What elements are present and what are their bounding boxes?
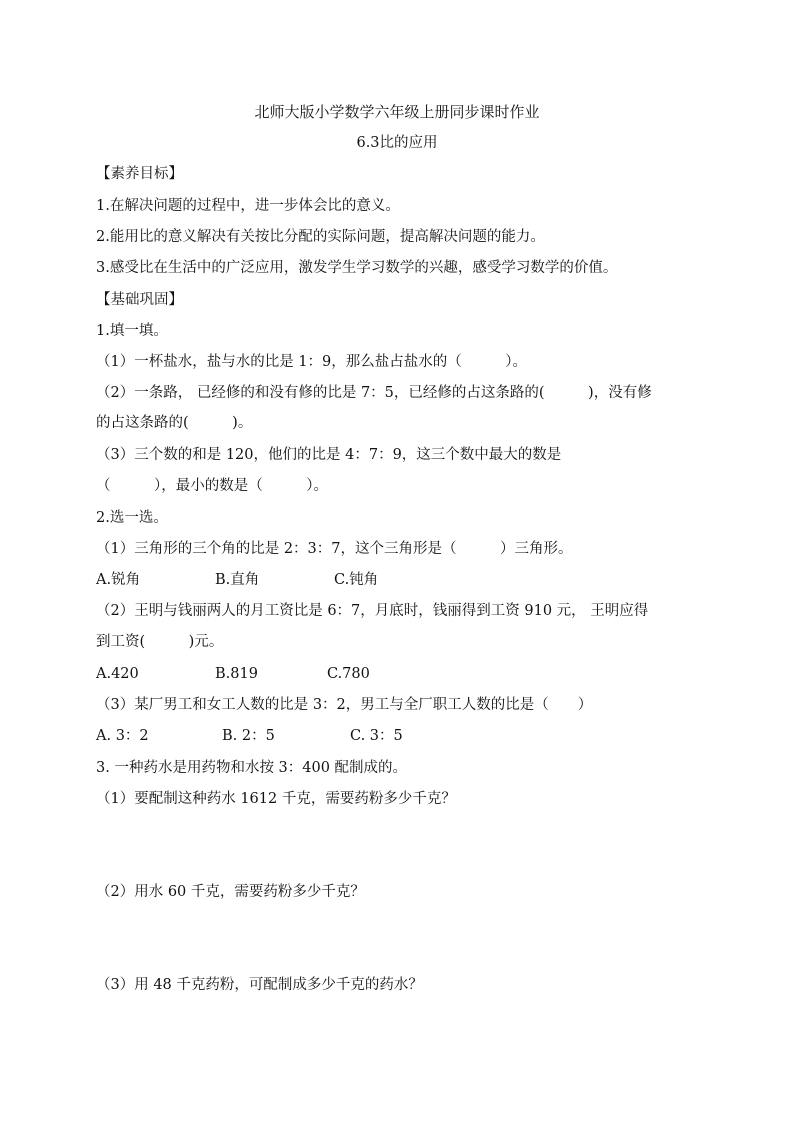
question-2-part-3-option-a: A. 3：2 <box>96 728 149 744</box>
section-header-goals: 【素养目标】 <box>96 166 183 182</box>
question-1-title: 1.填一填。 <box>96 323 168 339</box>
question-1-part-3-line-2: （ ），最小的数是（ ）。 <box>96 478 328 494</box>
question-3-part-1: （1）要配制这种药水 1612 千克，需要药粉多少千克？ <box>96 791 456 807</box>
question-3-part-2: （2）用水 60 千克，需要药粉多少千克？ <box>96 884 365 900</box>
question-2-title: 2.选一选。 <box>96 510 168 526</box>
goal-item-1: 1.在解决问题的过程中，进一步体会比的意义。 <box>96 198 400 214</box>
question-2-part-3: （3）某厂男工和女工人数的比是 3：2，男工与全厂职工人数的比是（ ） <box>96 697 593 713</box>
goal-item-2: 2.能用比的意义解决有关按比分配的实际问题，提高解决问题的能力。 <box>96 229 545 245</box>
question-1-part-1: （1）一杯盐水，盐与水的比是 1：9，那么盐占盐水的（ ）。 <box>96 354 528 370</box>
question-2-part-2-line-2: 到工资( )元。 <box>96 634 224 650</box>
question-2-part-2-line-1: （2）王明与钱丽两人的月工资比是 6：7，月底时，钱丽得到工资 910 元， 王明应得 <box>96 603 649 619</box>
question-2-part-1-option-c: C.钝角 <box>334 572 379 588</box>
question-2-part-1: （1）三角形的三个角的比是 2：3：7，这个三角形是（ ）三角形。 <box>96 541 573 557</box>
question-2-part-2-option-c: C.780 <box>327 666 370 682</box>
page-title: 北师大版小学数学六年级上册同步课时作业 <box>254 103 540 121</box>
question-3-part-3: （3）用 48 千克药粉，可配制成多少千克的药水？ <box>96 977 423 993</box>
question-1-part-2-line-2: 的占这条路的( )。 <box>96 415 253 431</box>
question-3-title: 3. 一种药水是用药物和水按 3：400 配制成的。 <box>96 760 408 776</box>
page-subtitle: 6.3比的应用 <box>356 135 438 151</box>
section-header-basics: 【基础巩固】 <box>96 292 183 308</box>
question-2-part-3-option-c: C. 3：5 <box>350 728 403 744</box>
question-2-part-3-option-b: B. 2：5 <box>222 728 275 744</box>
goal-item-3: 3.感受比在生活中的广泛应用，激发学生学习数学的兴趣，感受学习数学的价值。 <box>96 260 618 276</box>
question-2-part-2-option-a: A.420 <box>96 666 139 682</box>
question-1-part-2-line-1: （2）一条路， 已经修的和没有修的比是 7：5，已经修的占这条路的( )，没有修 <box>96 385 652 401</box>
question-1-part-3-line-1: （3）三个数的和是 120，他们的比是 4：7：9，这三个数中最大的数是 <box>96 447 562 463</box>
question-2-part-2-option-b: B.819 <box>215 666 258 682</box>
question-2-part-1-option-a: A.锐角 <box>96 572 141 588</box>
question-2-part-1-option-b: B.直角 <box>215 572 260 588</box>
